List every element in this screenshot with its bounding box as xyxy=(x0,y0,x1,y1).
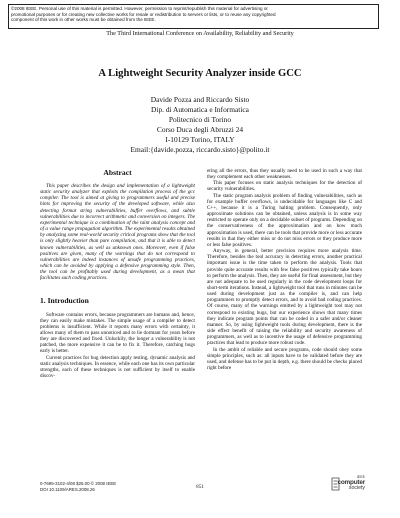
logo-text-computer: computer xyxy=(337,478,365,486)
author-email: Email:{davide.pozza, riccardo.sisto}@polito.it xyxy=(130,145,270,154)
introduction-heading: 1. Introduction xyxy=(40,295,89,305)
abstract-section xyxy=(40,168,195,282)
author-names: Davide Pozza and Riccardo Sisto xyxy=(150,95,250,104)
body-paragraph: In the ambit of reliable and secure programs, code should obey some simple principles, such as: all inputs have to be validated before they are used, and defense has to be put in depth, e.g. there should be checks placed right before xyxy=(207,346,362,371)
logo-text-society: society xyxy=(348,485,365,491)
introduction-paragraph: Software contains errors, because programmers are humans and, hence, they can easily make mistakes. The simple usage of a compiler to detect problems is insufficient. While it reports many errors with certainty, it allows many of them to pass unnoticed and to lie dormant for years before they are discovered and fixed. Unluckily, the longer a vulnerability is not patched, the more expensive it can be to fix it. Therefore, catching bugs early is better. xyxy=(40,311,195,355)
body-paragraph: This paper focuses on static analysis techniques for the detection of security vulnerabilities. xyxy=(207,180,362,193)
body-paragraph: The static program analysis problem of finding vulnerabilities, such as for example buffer overflows, is undecidable for languages like C and C++, because it is a Turing halting problem. Consequently, only approximate solutions can be obtained, unless analysis is in some way restricted to operate only on a decidable subset of programs. Depending on the conservativeness of the approximation and on how much approximation is used, there can be tools that provide more or less accurate results in that they either miss or do not miss errors or they produce more or less false positives. xyxy=(207,192,362,248)
abstract-text: This paper describes the design and implementation of a lightweight static security analyzer that exploits the compilation process of the gcc compiler. The tool is aimed at giving to programmers useful and precise hints for improving the security of the developed software, while also detecting format string vulnerabilities, buffer overflows, and subtle vulnerabilities due to incorrect arithmetic and conversion on integers. The experimental technique is a combination of the taint analysis concept and of a value range propagation algorithm. The experimental results obtained by analyzing some real-world security critical programs show that the tool is only slightly heavier than pure compilation, and that it is able to detect known vulnerabilities, as well as unknown ones. Moreover, even if false positives are given, many of the warnings that do not correspond to vulnerabilities are indeed instances of unsafe programming practices, which can be avoided by applying a defensive programming style. Then, the tool can be profitably used during development, as a mean that facilitates such coding practices. xyxy=(40,183,195,282)
left-column xyxy=(40,168,195,379)
abstract-heading: Abstract xyxy=(103,168,132,177)
copyright-line: ©2008 IEEE. Personal use of this material is permitted. However, permission to reprint/republish this material for advertising or xyxy=(11,6,268,11)
ieee-computer-society-logo xyxy=(331,475,365,495)
footer-isbn: 0-7695-3102-4/08 $25.00 © 2008 IEEE xyxy=(40,481,117,486)
author-block xyxy=(0,95,400,155)
introduction-section xyxy=(40,296,195,380)
author-city: I-10129 Torino, ITALY xyxy=(165,135,235,144)
author-street: Corso Duca degli Abruzzi 24 xyxy=(156,125,244,134)
right-column xyxy=(207,168,362,371)
copyright-line: promotional purposes or for creating new collective works for resale or redistribution to servers or lists, or to reuse any copyrighted xyxy=(11,11,276,17)
copyright-line: component of this work in other works must be obtained from the IEEE. xyxy=(11,17,156,23)
page-number: 851 xyxy=(196,484,204,490)
conference-name: The Third International Conference on Availability, Reliability and Security xyxy=(106,30,294,37)
copyright-notice xyxy=(8,4,379,29)
body-paragraph: Anyway, in general, better precision requires more analysis time. Therefore, besides the tool accuracy in detecting errors, another practical important issue is the time taken to perform the analysis. Tools that provide quite accurate results with few false positives typically take hours to perform the analysis. Then, they are useful for final assessment, but they are not adequate to be used regularly in the code development loops for short-term iterations. Instead, a lightweight tool that runs in minutes can be used during development just as the compiler is, and can help programmers to promptly detect errors, and to avoid bad coding practices. Of course, many of the warnings emitted by a lightweight tool may not correspond to existing bugs, but our experience shows that many times they indicate program points that can be coded in a safer and/or cleaner manner. So, by using lightweight tools during development, there is the side effect benefit of raising the reliability and security awareness of programmers, as well as to incentive the usage of defensive programming practices that lead to produce more robust code. xyxy=(207,248,362,347)
author-department: Dip. di Automatica e Informatica xyxy=(151,105,249,114)
logo-text-ieee: IEEE xyxy=(356,475,365,479)
body-paragraph: ering all the errors, thus they usually need to be used in such a way that they complement each other weaknesses. xyxy=(207,168,362,181)
paper-title: A Lightweight Security Analyzer inside GCC xyxy=(98,68,302,79)
footer-doi: DOI 10.1109/ARES.2008.26 xyxy=(40,486,95,492)
introduction-paragraph: Current practices for bug detection apply testing, dynamic analysis and static analysis techniques. In essence, while each one has its own particular strengths, each of these techniques is not sufficient by itself to enable discov- xyxy=(40,354,195,380)
author-institution: Politecnico di Torino xyxy=(168,115,232,124)
